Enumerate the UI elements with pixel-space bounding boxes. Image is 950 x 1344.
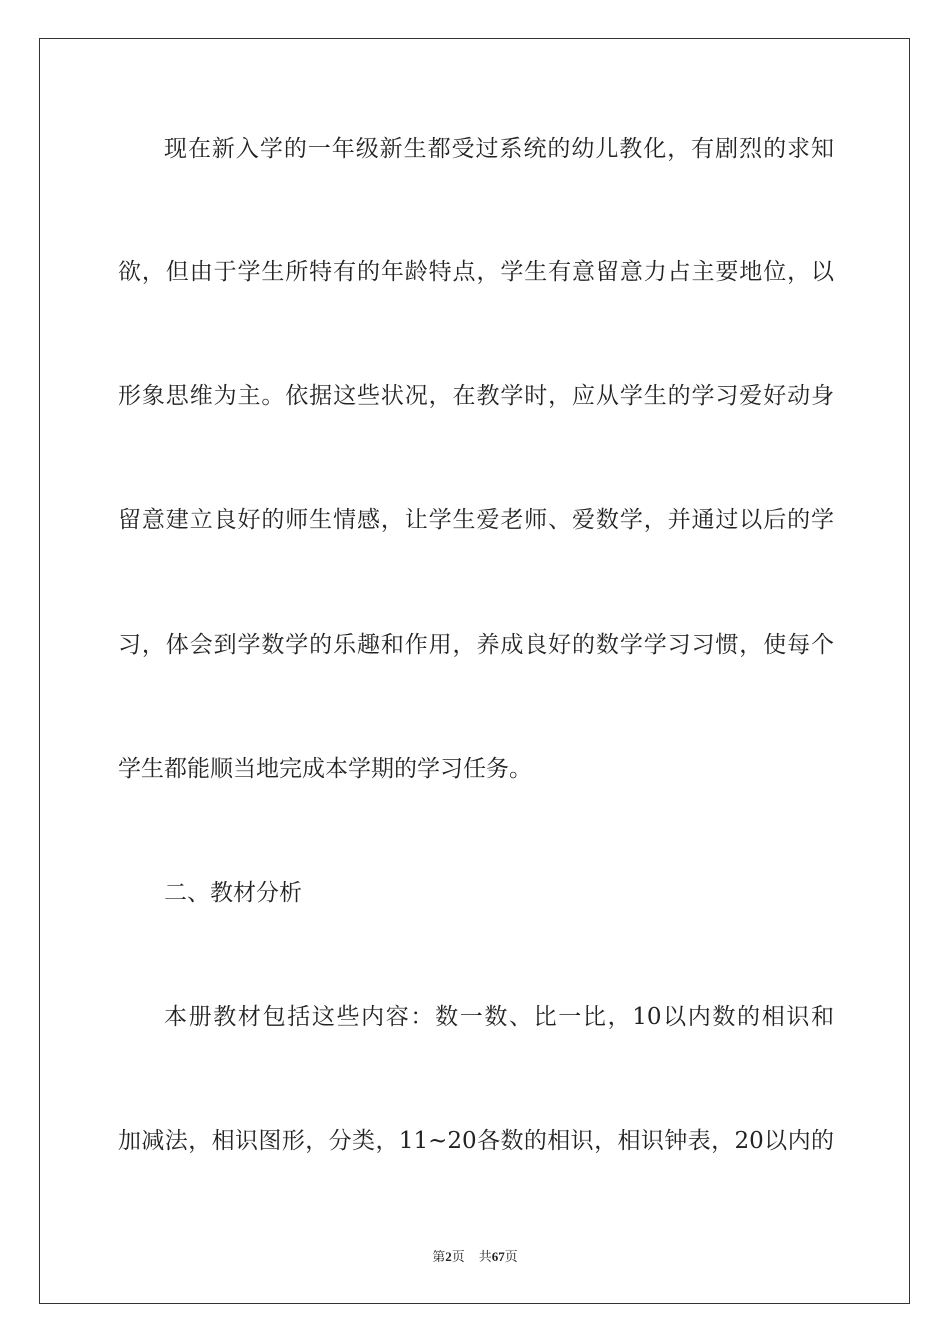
paragraph-line: 形象思维为主。依据这些状况，在教学时，应从学生的学习爱好动身 xyxy=(118,383,834,409)
paragraph-line: 本册教材包括这些内容：数一数、比一比，10以内数的相识和 xyxy=(164,1004,834,1030)
footer-page-suffix: 页 xyxy=(451,1250,465,1265)
paragraph-line: 习，体会到学数学的乐趣和作用，养成良好的数学学习习惯，使每个 xyxy=(118,632,834,658)
footer-page-prefix: 第 xyxy=(432,1250,446,1265)
paragraph-line: 学生都能顺当地完成本学期的学习任务。 xyxy=(118,756,532,782)
footer-page-number: 2 xyxy=(445,1249,452,1264)
page-border xyxy=(39,38,910,1304)
section-heading: 二、教材分析 xyxy=(164,880,302,906)
footer-total-pages: 67 xyxy=(491,1249,505,1264)
paragraph-line: 欲，但由于学生所特有的年龄特点，学生有意留意力占主要地位，以 xyxy=(118,259,834,285)
paragraph-line: 加减法，相识图形，分类，11~20各数的相识，相识钟表，20以内的 xyxy=(118,1128,834,1154)
paragraph-line: 留意建立良好的师生情感，让学生爱老师、爱数学，并通过以后的学 xyxy=(118,507,834,533)
page-footer xyxy=(0,1248,950,1267)
footer-total-suffix: 页 xyxy=(504,1250,518,1265)
footer-total-prefix: 共 xyxy=(478,1250,492,1265)
paragraph-line: 现在新入学的一年级新生都受过系统的幼儿教化，有剧烈的求知 xyxy=(164,136,834,162)
